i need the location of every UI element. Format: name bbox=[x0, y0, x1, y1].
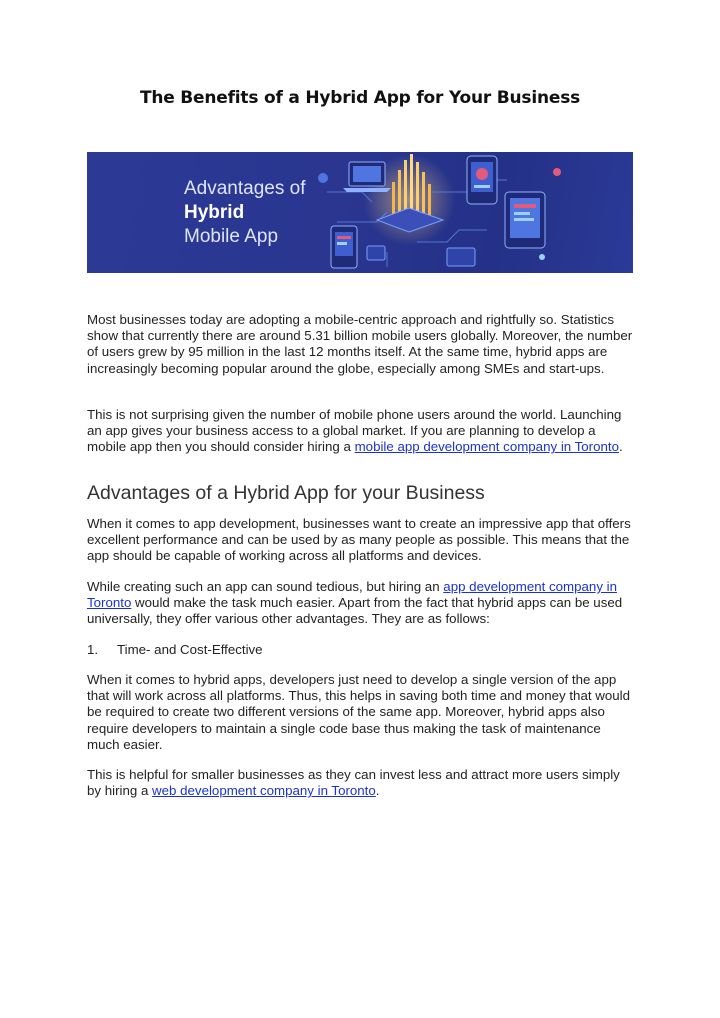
page-title: The Benefits of a Hybrid App for Your Business bbox=[139, 88, 581, 108]
paragraph-time-cost: When it comes to hybrid apps, developers just need to develop a single version of the app that will work across all platforms. Thus, this helps in saving both time and money that would be required to create two different versions of the same app. Moreover, hybrid apps also require developers to maintain a single code base thus making the task of maintenance much easier. bbox=[87, 672, 630, 752]
paragraph-small-business bbox=[87, 767, 635, 799]
web-development-link[interactable]: web development company in Toronto bbox=[152, 783, 376, 799]
section-heading: Advantages of a Hybrid App for your Business bbox=[87, 482, 485, 504]
paragraph-advantages-text: While creating such an app can sound tedious, but hiring an bbox=[87, 579, 444, 594]
paragraph-intro: Most businesses today are adopting a mobile-centric approach and rightfully so. Statistics show that currently there are around 5.31 billion mobile users globally. Moreover, the number of users grew by 95 million in the last 12 months itself. At the same time, hybrid apps are increasingly becoming popular around the globe, especially among SMEs and start-ups. bbox=[87, 312, 633, 376]
mobile-app-development-link[interactable]: mobile app development company in Toronto bbox=[354, 439, 619, 455]
paragraph-market bbox=[87, 407, 635, 456]
paragraph-performance: When it comes to app development, businesses want to create an impressive app that offers excellent performance and can be used by as many people as possible. This means that the app should be capable of working across all platforms and devices. bbox=[87, 516, 631, 564]
banner-line-1: Advantages of bbox=[184, 178, 306, 199]
banner-image bbox=[87, 152, 633, 273]
banner-line-3: Mobile App bbox=[184, 226, 279, 247]
phone-left-icon bbox=[331, 226, 357, 268]
paragraph-advantages-end: would make the task much easier. Apart from the fact that hybrid apps can be used universally, they offer various other advantages. They are as follows: bbox=[87, 595, 623, 627]
banner-illustration bbox=[87, 152, 633, 273]
list-item-label: Time- and Cost-Effective bbox=[117, 642, 263, 657]
paragraph-small-business-text: This is helpful for smaller businesses as they can invest less and attract more users simply by hiring a bbox=[87, 767, 620, 799]
paragraph-small-business-end: . bbox=[375, 783, 380, 799]
list-item bbox=[87, 642, 635, 658]
tablet-icon bbox=[505, 192, 545, 248]
app-development-link[interactable]: app development company in Toronto bbox=[87, 579, 618, 611]
paragraph-advantages bbox=[87, 579, 635, 628]
paragraph-market-text: This is not surprising given the number of mobile phone users around the world. Launching an app gives your business access to a global market. If you are planning to develop a mobile app then you should consider hiring a bbox=[87, 407, 622, 455]
banner-heading bbox=[184, 177, 305, 249]
list-number: 1. bbox=[87, 642, 99, 657]
paragraph-market-end: . bbox=[618, 439, 623, 455]
phone-right-icon bbox=[467, 156, 497, 204]
banner-line-2: Hybrid bbox=[184, 202, 245, 223]
